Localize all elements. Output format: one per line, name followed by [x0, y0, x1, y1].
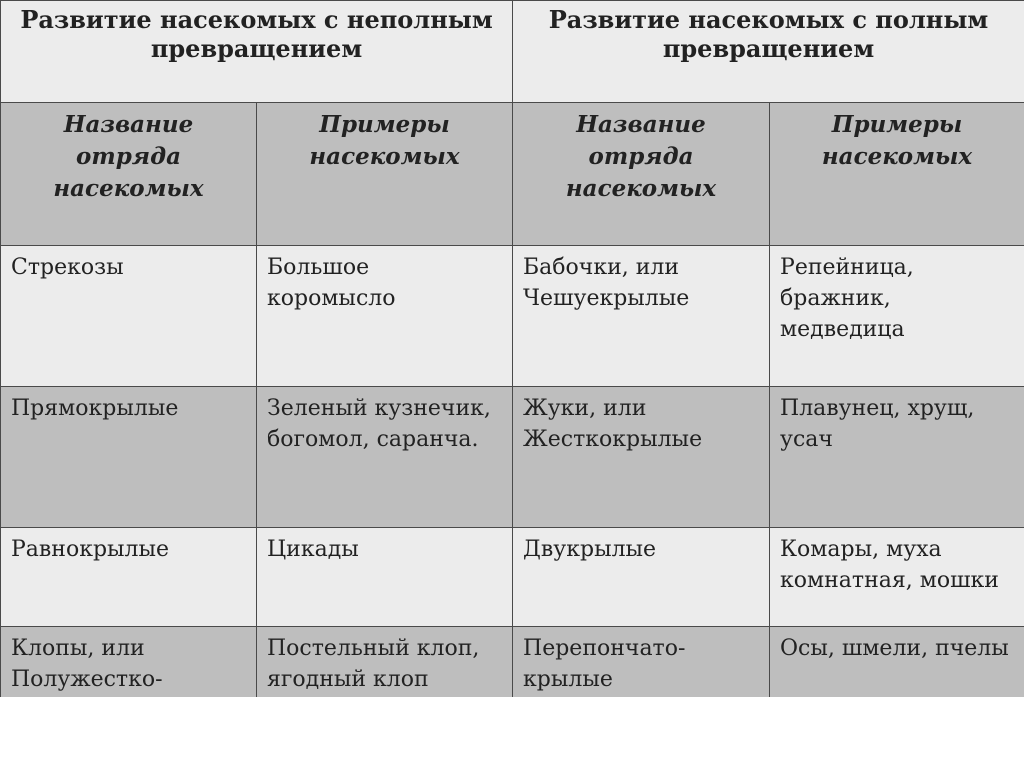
- cell-text: Стрекозы: [11, 255, 124, 280]
- cell-text: Двукрылые: [523, 537, 657, 562]
- column-header-label: Примеры насекомых: [309, 111, 460, 170]
- cell-text: Равнокрылые: [11, 537, 170, 562]
- cell-text: Плавунец, хрущ, усач: [780, 396, 975, 452]
- table-row: [1, 246, 1024, 387]
- cell-text: Большое коромысло: [267, 255, 396, 311]
- column-header-order-complete: [513, 103, 770, 246]
- cell-text: Осы, шмели, пчелы: [780, 636, 1009, 661]
- table-cell: [513, 627, 770, 698]
- column-header-examples-incomplete: [257, 103, 513, 246]
- table-cell: [770, 528, 1024, 627]
- cell-text: Репейница, бражник, медведица: [780, 255, 914, 342]
- table-cell: [257, 387, 513, 528]
- table-cell: [257, 627, 513, 698]
- table-cell: [1, 246, 257, 387]
- table-cell: [257, 528, 513, 627]
- cell-text: Жуки, или Жесткокрылые: [523, 396, 703, 452]
- group-header-complete: [513, 1, 1024, 103]
- cell-text: Зеленый кузнечик, богомол, саранча.: [267, 396, 491, 452]
- table-cell: [513, 387, 770, 528]
- cell-text: Цикады: [267, 537, 359, 562]
- table-cell: [770, 387, 1024, 528]
- column-header-label: Примеры насекомых: [821, 111, 973, 170]
- group-header-incomplete: [1, 1, 513, 103]
- table-cell: [1, 528, 257, 627]
- column-header-row: [1, 103, 1024, 246]
- group-header-complete-label: Развитие насекомых с полным превращением: [548, 5, 989, 63]
- group-header-row: [1, 1, 1024, 103]
- table-cell: [770, 246, 1024, 387]
- cell-text: Клопы, или Полужестко-: [11, 636, 163, 692]
- column-header-label: Название отряда насекомых: [565, 111, 717, 202]
- cell-text: Бабочки, или Чешуекрылые: [523, 255, 690, 311]
- column-header-label: Название отряда насекомых: [53, 111, 204, 202]
- cell-text: Прямокрылые: [11, 396, 179, 421]
- table-cell: [1, 387, 257, 528]
- cell-text: Комары, муха комнатная, мошки: [780, 537, 999, 593]
- cell-text: Перепончато-крылые: [523, 636, 686, 692]
- table-cell: [513, 246, 770, 387]
- table-row: [1, 528, 1024, 627]
- slide-bottom-margin: [0, 698, 1024, 767]
- table-row: [1, 387, 1024, 528]
- table-row: [1, 627, 1024, 698]
- table-cell: [770, 627, 1024, 698]
- cell-text: Постельный клоп, ягодный клоп: [267, 636, 480, 692]
- column-header-order-incomplete: [1, 103, 257, 246]
- table-cell: [257, 246, 513, 387]
- table-cell: [513, 528, 770, 627]
- table-cell: [1, 627, 257, 698]
- group-header-incomplete-label: Развитие насекомых с неполным превращением: [20, 5, 493, 63]
- column-header-examples-complete: [770, 103, 1024, 246]
